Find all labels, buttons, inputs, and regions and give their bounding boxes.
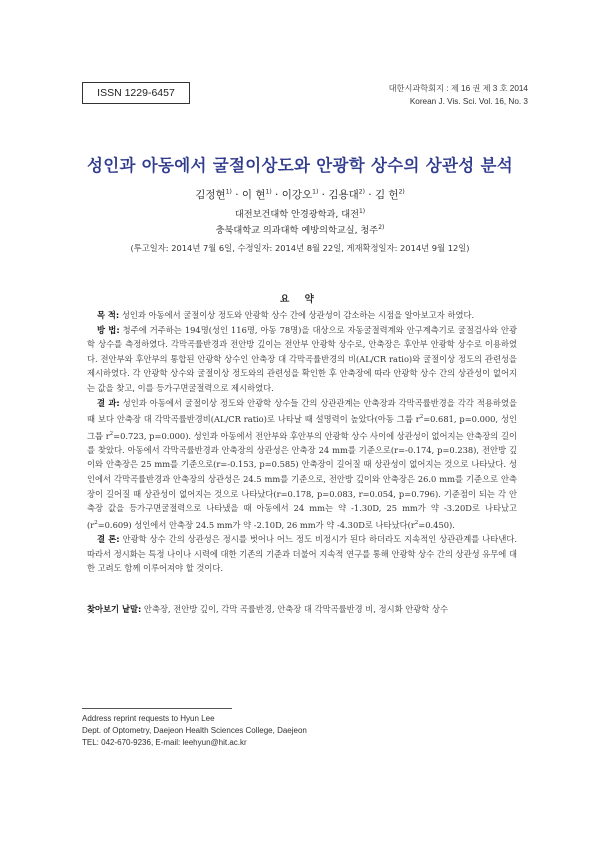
author-affiliation-mark: 2)	[358, 188, 365, 196]
purpose-text: 성인과 아동에서 굴절이상 정도와 안광학 상수 간에 상관성이 감소하는 시점을 알아보고자 하였다.	[119, 310, 475, 320]
author-affiliation-mark: 1)	[225, 188, 232, 196]
keywords	[87, 602, 517, 616]
footnote-line-2: Dept. of Optometry, Daejeon Health Sciences College, Daejeon	[82, 726, 307, 735]
abstract-results	[87, 396, 517, 533]
author-separator: ·	[231, 189, 242, 201]
author-affiliation-mark: 2)	[398, 188, 405, 196]
abstract-heading: 요 약	[280, 294, 320, 305]
submission-dates: (투고일자: 2014년 7월 6일, 수정일자: 2014년 8월 22일, 게재확정일자: 2014년 9월 12일)	[130, 243, 470, 253]
journal-info	[389, 82, 528, 108]
results-label: 결 과:	[97, 397, 120, 408]
author-affiliation-mark: 1)	[265, 188, 272, 196]
r-squared-mark: 2	[414, 519, 419, 526]
author-affiliation-mark: 1)	[312, 188, 319, 196]
keywords-label: 찾아보기 낱말:	[87, 604, 142, 614]
abstract-body	[87, 308, 517, 576]
r-squared-mark: 2	[109, 430, 114, 437]
author-separator: ·	[318, 189, 329, 201]
affiliation-1-mark: 1)	[358, 207, 366, 215]
author-name: 이강오	[281, 189, 313, 201]
conclusion-label: 결 론:	[97, 534, 120, 545]
author-name: 김용대	[328, 189, 359, 201]
results-text-5: =0.450).	[418, 519, 455, 530]
abstract-purpose	[87, 308, 517, 323]
author-name: 이 현	[241, 189, 266, 201]
paper-title: 성인과 아동에서 굴절이상도와 안광학 상수의 상관성 분석	[86, 156, 513, 175]
r-squared-mark: 2	[419, 414, 424, 421]
purpose-label: 목 적:	[97, 310, 120, 320]
journal-name-korean: 대한시과학회지 : 제 16 권 제 3 호 2014	[388, 84, 528, 93]
affiliation-2	[0, 222, 600, 236]
issn-box: ISSN 1229-6457	[82, 82, 190, 104]
affiliation-1	[0, 206, 600, 220]
conclusion-text: 안광학 상수 간의 상관성은 정시를 벗어나 어느 정도 비정시가 된다 하더라도 지속적인 상관관계를 나타낸다. 따라서 정시화는 특정 나이나 시력에 대한 기존의 기준과 더불어 지속적 연구를 통해 안광학 상수 간의 상관성 유무에 대한 고려도 함께 이루어져야 할 것이다.	[87, 534, 517, 574]
affiliation-1-text: 대전보건대학 안경광학과, 대전	[234, 209, 359, 220]
affiliation-2-text: 충북대학교 의과대학 예방의학교실, 청주	[215, 225, 379, 236]
abstract-conclusion	[87, 532, 517, 576]
r-squared-mark: 2	[94, 519, 98, 526]
results-text-1: 성인과 아동에서 굴절이상 정도와 안광학 상수들 간의 상관관계는 안축장과 각막곡률반경을 각각 적용하였을 때 보다 안축장 대 각막곡률반경비(AL/CR ratio)로 나타날 때 설명력이 높았다(아동 그룹 r	[87, 397, 517, 424]
results-text-4: =0.609) 성인에서 안축장 24.5 mm가 약 -2.10D, 26 mm가 약 -4.30D로 나타났다(r	[97, 519, 415, 530]
author-separator: ·	[364, 189, 375, 201]
methods-text: 청주에 거주하는 194명(성인 116명, 아동 78명)을 대상으로 자동굴절력계와 안구계측기로 굴절검사와 안광학 상수를 측정하였다. 각막곡률반경과 전안방 깊이는 전안부 안광학 상수로, 안축장은 후안부 안광학 상수로 이용하였다. 전안부와 후안부의 통합된 안광학 상수인 안축장 대 각막곡률반경의 비(AL/CR ratio)와 굴절이상 정도의 관련성을 제시하였다. 각 안광학 상수와 굴절이상 정도와의 관련성을 확인한 후 안축장에 따라 안광학 상수 간의 상관성이 없어지는 값을 찾고, 이를 등가구면굴절력으로 제시하였다.	[87, 324, 517, 393]
methods-label: 방 법:	[97, 324, 120, 335]
journal-name-english: Korean J. Vis. Sci. Vol. 16, No. 3	[409, 97, 528, 106]
author-separator: ·	[271, 189, 282, 201]
abstract-methods	[87, 323, 517, 396]
affiliation-2-mark: 2)	[378, 223, 385, 231]
author-name: 김 헌	[374, 189, 399, 201]
keywords-text: 안축장, 전안방 깊이, 각막 곡률반경, 안축장 대 각막곡률반경 비, 정시화 안광학 상수	[141, 604, 448, 614]
correspondence-footnote	[82, 713, 307, 749]
author-name: 김정현	[195, 189, 226, 201]
footnote-line-1: Address reprint requests to Hyun Lee	[82, 714, 215, 723]
results-text-3: =0.723, p=0.000). 성인과 아동에서 전안부와 후안부의 안광학 상수 사이에 상관성이 없어지는 안축장의 길이를 찾았다. 아동에서 각막곡률반경과 안축장의 상관성은 안축장 24 mm를 기준으로(r=-0.174, p=0.238), 전안방 깊이와 안축장은 25 mm를 기준으로(r=-0.153, p=0.585) 안축장이 길어질 때 상관성이 없어지는 것으로 나타났다. 성인에서 각막곡률반경과 안축장의 상관성은 24.5 mm를 기준으로, 전안방 깊이와 안축장은 26.0 mm를 기준으로 안축장이 길어질 때 상관성이 없어지는 것으로 나타났다(r=0.178, p=0.083, r=0.054, p=0.796). 기준점이 되는 각 안축장 값을 등가구면굴절력으로 나타냈을 때 아동에서 24 mm는 약 -1.30D, 25 mm가 약 -3.20D로 나타났고(r	[87, 430, 517, 530]
author-list	[0, 187, 600, 202]
footnote-line-3: TEL: 042-670-9236, E-mail: leehyun@hit.ac.kr	[82, 738, 247, 747]
footnote-divider	[82, 708, 232, 709]
results-text-2: =0.681, p=0.000, 성인 그룹 r	[87, 413, 517, 441]
